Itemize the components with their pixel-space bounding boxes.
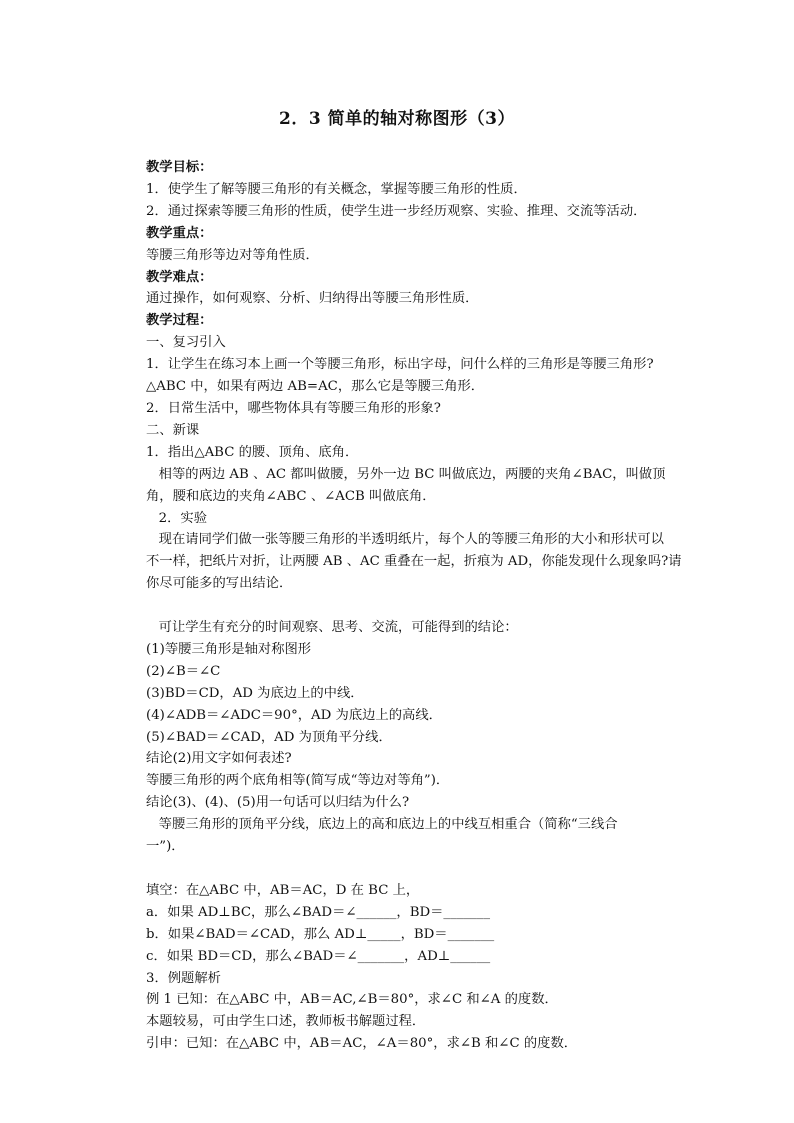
text-line: 1．使学生了解等腰三角形的有关概念，掌握等腰三角形的性质．	[146, 181, 527, 197]
text-line: 一”)．	[146, 839, 185, 855]
text-line: 角，腰和底边的夹角∠ABC 、∠ACB 叫做底角．	[146, 488, 436, 504]
text-line: 2．日常生活中，哪些物体具有等腰三角形的形象?	[146, 400, 441, 416]
text-line: 可让学生有充分的时间观察、思考、交流，可能得到的结论：	[146, 620, 518, 636]
text-line: 二、新课	[146, 422, 200, 438]
text-line: (1)等腰三角形是轴对称图形	[146, 641, 312, 657]
section-heading: 教学过程：	[146, 313, 213, 329]
text-line: 相等的两边 AB 、AC 都叫做腰，另外一边 BC 叫做底边，两腰的夹角∠BAC，叫做顶	[146, 466, 666, 482]
text-line: a．如果 AD⊥BC，那么∠BAD＝∠______，BD＝_______	[146, 904, 490, 920]
text-line: 1．指出△ABC 的腰、顶角、底角．	[146, 444, 359, 460]
text-line: 3．例题解析	[146, 970, 221, 986]
text-line: 通过操作，如何观察、分析、归纳得出等腰三角形性质．	[146, 291, 479, 307]
text-line	[146, 595, 676, 617]
document-body	[146, 157, 682, 1055]
text-line: 等腰三角形等边对等角性质．	[146, 247, 319, 263]
section-heading: 教学目标：	[146, 160, 213, 175]
text-line: 填空：在△ABC 中，AB＝AC，D 在 BC 上，	[146, 882, 420, 898]
text-line: (3)BD＝CD，AD 为底边上的中线．	[146, 685, 364, 701]
text-line	[146, 858, 676, 880]
text-line: (5)∠BAD＝∠CAD，AD 为顶角平分线．	[146, 729, 392, 745]
text-line: (4)∠ADB＝∠ADC＝90°，AD 为底边上的高线．	[146, 707, 442, 723]
text-line: 你尽可能多的写出结论．	[146, 576, 293, 592]
text-line: 例 1 已知：在△ABC 中，AB＝AC,∠B＝80°，求∠C 和∠A 的度数．	[146, 992, 558, 1008]
text-line: △ABC 中，如果有两边 AB=AC，那么它是等腰三角形．	[146, 379, 485, 395]
text-line: b．如果∠BAD＝∠CAD，那么 AD⊥_____，BD＝_______	[146, 926, 495, 942]
section-heading: 教学难点：	[146, 269, 213, 285]
text-line: 等腰三角形的两个底角相等(简写成“等边对等角”)．	[146, 773, 450, 789]
page-title: 2．3 简单的轴对称图形（3）	[279, 109, 515, 129]
text-line: 2．通过探索等腰三角形的性质，使学生进一步经历观察、实验、推理、交流等活动．	[146, 203, 647, 219]
text-line: 结论(3)、(4)、(5)用一句话可以归结为什么?	[146, 795, 410, 811]
text-line: 引申：已知：在△ABC 中，AB＝AC，∠A＝80°，求∠B 和∠C 的度数．	[146, 1036, 578, 1052]
text-line: 等腰三角形的顶角平分线，底边上的高和底边上的中线互相重合（简称“三线合	[146, 817, 618, 833]
text-line: 现在请同学们做一张等腰三角形的半透明纸片，每个人的等腰三角形的大小和形状可以	[146, 532, 664, 548]
text-line: 2．实验	[146, 510, 208, 526]
text-line: 一、复习引入	[146, 335, 226, 351]
text-line: c．如果 BD＝CD，那么∠BAD＝∠_______，AD⊥______	[146, 948, 491, 964]
text-line: 1．让学生在练习本上画一个等腰三角形，标出字母，问什么样的三角形是等腰三角形?	[146, 357, 654, 373]
text-line: (2)∠B＝∠C	[146, 663, 221, 679]
text-line: 不一样，把纸片对折，让两腰 AB 、AC 重叠在一起，折痕为 AD，你能发现什么现象吗?请	[146, 554, 682, 570]
text-line: 结论(2)用文字如何表述?	[146, 751, 292, 767]
section-heading: 教学重点：	[146, 225, 213, 241]
text-line: 本题较易，可由学生口述，教师板书解题过程．	[146, 1014, 426, 1030]
